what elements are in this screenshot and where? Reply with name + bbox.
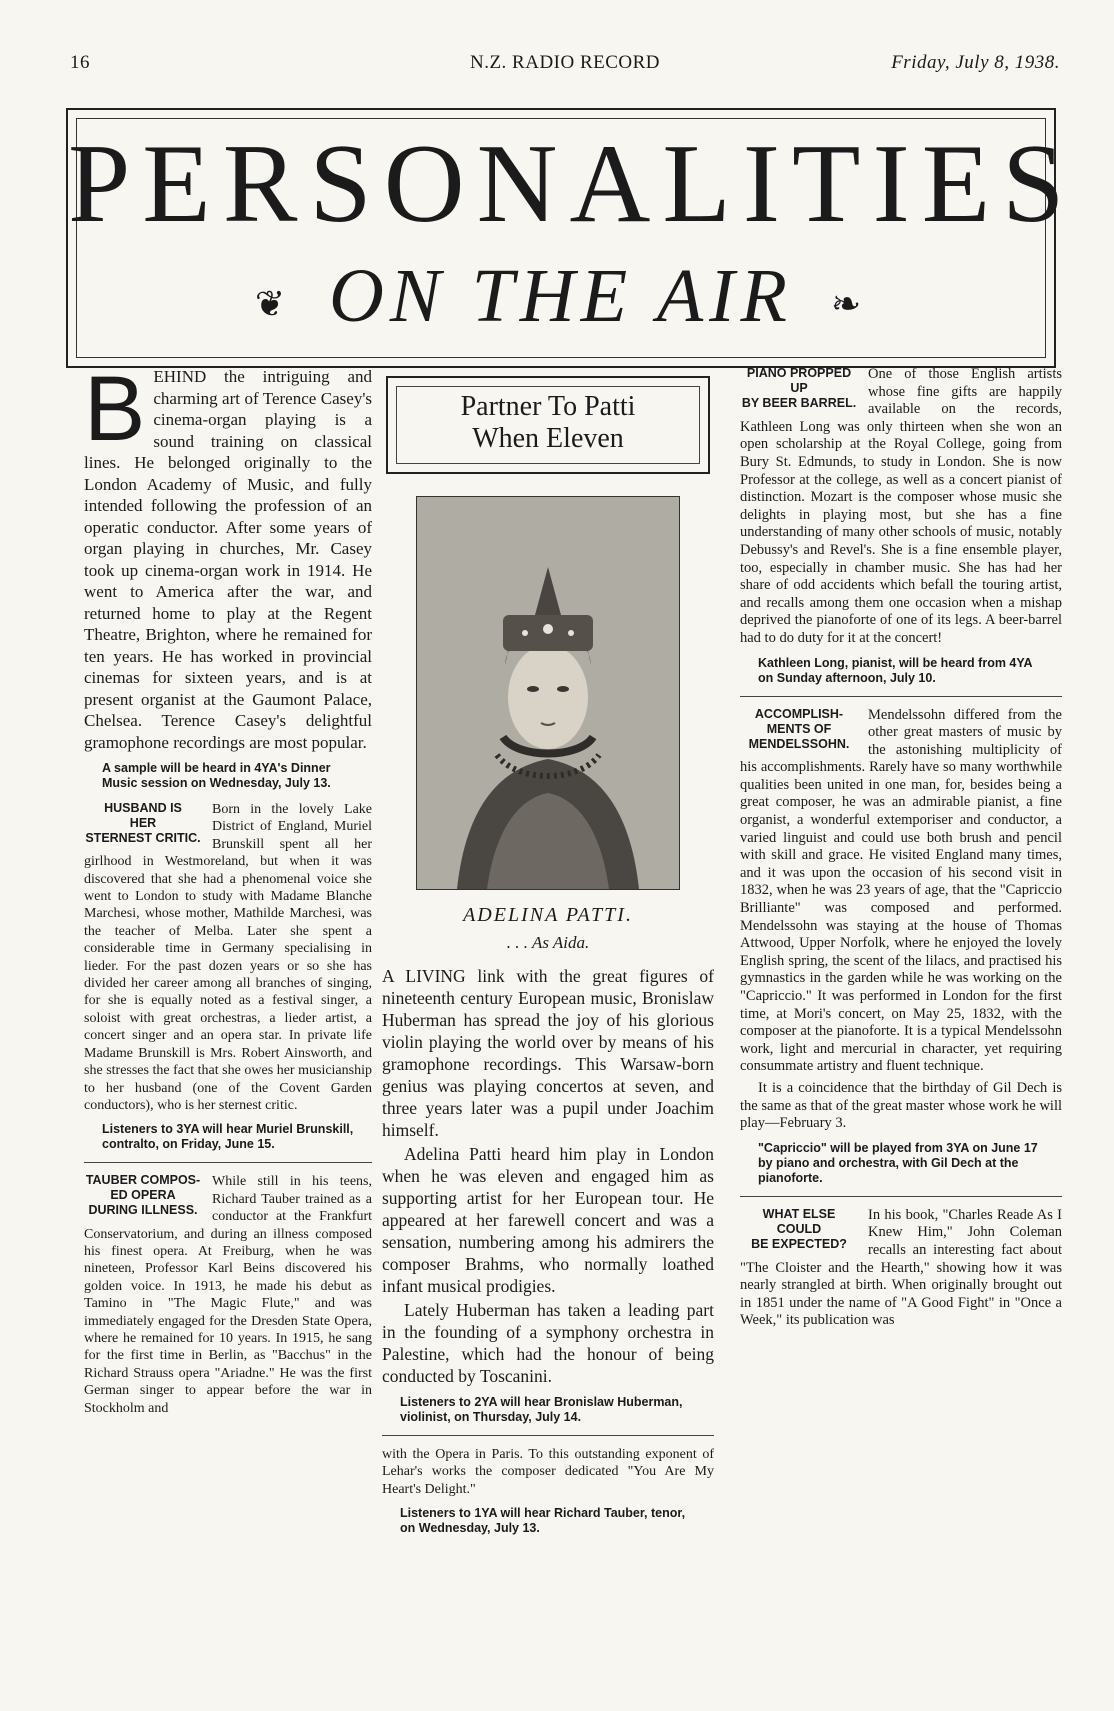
side-heading-line: HER [129, 816, 157, 830]
side-heading-line: UP [790, 381, 808, 395]
side-heading-line: DURING ILLNESS. [88, 1203, 198, 1218]
huberman-para-1: A LIVING link with the great figures of nineteenth century European music, Bronislaw Huberman has spread the joy of his glorious violin playing the world over by means of his gramophone recordings. This Warsaw-born genius was playing concertos at seven, and three years later was a pupil under Joachim himself. [382, 966, 714, 1140]
banner-title: PERSONALITIES [68, 122, 1077, 246]
photo-caption-name: ADELINA PATTI. [463, 904, 633, 926]
tauber-side-heading [84, 1173, 202, 1218]
section-banner [66, 108, 1077, 368]
banner-subtitle: ON THE AIR [329, 254, 793, 338]
long-side-heading [740, 366, 858, 411]
column-rule [740, 1196, 1062, 1197]
side-heading-line: MENDELSSOHN. [748, 736, 850, 751]
dech-broadcast-note: "Capriccio" will be played from 3YA on June 17 by piano and orchestra, with Gil Dech at the pianoforte. [758, 1140, 1038, 1185]
tauber-continuation: with the Opera in Paris. To this outstanding exponent of Lehar's works the composer dedicated "You Are My Heart's Delight." [382, 1447, 714, 1497]
casey-broadcast-note: A sample will be heard in 4YA's Dinner Music session on Wednesday, July 13. [102, 761, 331, 790]
drop-cap: B [84, 358, 146, 460]
running-head [70, 52, 1060, 82]
side-heading-line: STERNEST CRITIC. [85, 831, 201, 845]
column-2 [382, 366, 714, 1546]
side-heading-line: BY BEER BARREL. [741, 396, 857, 410]
tauber-article [84, 1173, 372, 1417]
side-heading-line: TAUBER COMPOS- [85, 1173, 201, 1188]
column-rule [740, 696, 1062, 697]
huberman-para-2: Adelina Patti heard him play in London when he was eleven and engaged him as supporting artist for her European tour. He appeared at her farewell concert and was a sensation, numbering among his admirers the composer Brahms, who normally loathed infant musical prodigies. [382, 1144, 714, 1296]
huberman-broadcast-note: Listeners to 2YA will hear Bronislaw Huberman, violinist, on Thursday, July 14. [400, 1395, 683, 1424]
tauber-text: While still in his teens, Richard Tauber trained as a conductor at the Frankfurt Conservatorium, and during an illness composed his finest opera. At Freiburg, when he was nineteen, Professor Karl Beins discovered his golden voice. In 1913, he made his debut as Tamino in "The Magic Flute," and was immediately engaged for the Dresden State Opera, where he remained for 10 years. In 1915, he sang for the first time in Berlin, as "Bacchus" in the Richard Strauss opera "Ariadne." He was the first German singer to appear before the war in Stockholm and [84, 1174, 372, 1416]
brunskill-article [84, 801, 372, 1114]
side-heading-line: HUSBAND IS [104, 801, 182, 815]
side-heading-line: WHAT ELSE [762, 1206, 836, 1221]
casey-article [84, 358, 372, 753]
reade-text: In his book, "Charles Reade As I Knew Him," John Coleman recalls an interesting fact about "The Cloister and the Hearth," showing how it was nearly strangled at birth. When originally brought out in 1851 under the name of "A Good Fight" in "Once a Week," its publication was [740, 1206, 1062, 1329]
casey-text: EHIND the intriguing and charming art of Terence Casey's cinema-organ playing is a sound training on classical lines. He belonged originally to the London Academy of Music, and fully intended following the profession of an operatic conductor. After some years of organ playing in churches, Mr. Casey took up cinema-organ work in 1914. He went to America after the war, and returned home to play at the Regent Theatre, Brighton, where he remained for ten years. He has worked in provincial cinemas for sixteen years, and is at present organist at the Gaumont Palace, Chelsea. Terence Casey's delightful gramophone recordings are most popular. [84, 367, 372, 752]
issue-date: Friday, July 8, 1938. [891, 52, 1060, 73]
column-rule [84, 1162, 372, 1163]
side-heading-line: MENTS OF [766, 721, 832, 736]
photo-caption-role: . . . As Aida. [506, 933, 590, 952]
column-1 [84, 358, 372, 1417]
side-heading-line: BE EXPECTED? [751, 1236, 847, 1251]
side-heading-line: COULD [776, 1221, 822, 1236]
reade-article [740, 1207, 1062, 1330]
long-text: One of those English artists whose fine gifts are happily available on the records, Kathleen Long was only thirteen when she won an open scholarship at the Royal College, going from Bury St. Edmunds, to study in London. She is now Professor at the college, as well as a concert pianist of distinction. Mozart is the composer whose music she delights in playing most, but she has a fine understanding of many other schools of music, notably Debussy's and Revel's. She is a fine ensemble player, too, especially in chamber music. She has had her share of odd accidents which befall the touring artist, and recalls among them one occasion when a mishap deprived the pianoforte of one of its legs. A beer-barrel had to do duty for it at the concert! [740, 366, 1062, 646]
headline-inner-frame [396, 386, 700, 464]
headline-line: Partner To Patti [460, 391, 636, 422]
mendelssohn-side-heading [740, 707, 858, 752]
kathleen-long-article [740, 366, 1062, 648]
huberman-headline-box [386, 376, 710, 474]
brunskill-side-heading [84, 801, 202, 846]
headline-line: When Eleven [472, 423, 624, 454]
portrait-illustration [417, 497, 679, 889]
mendelssohn-text: Mendelssohn differed from the other great masters of music by the astonishing multiplicity of his accomplishments. Rarely have so many worthwhile qualities been united in one man, for, besides being a great composer, he was an admirable pianist, a fine organist, a wonderful extemporiser and conductor, a varied linguist and could use both brush and pencil with skill and grace. He visited England many times, and it was upon the occasion of his second visit in 1832, when he was 23 years of age, that the "Capriccio Brilliante" was composed and performed. Mendelssohn was staying at the house of Thomas Attwood, Upper Norfolk, where he enjoyed the lovely English spring, the scent of the lilacs, and practised his gymnastics in the garden while he was working on the "Capriccio." It was performed in London for the first time, at Mori's concert, on May 25, 1832, with the composer at the pianoforte. It is a typical Mendelssohn work, light and mercurial in character, yet requiring consummate artistry and fluent technique. [740, 706, 1062, 1075]
ornament-right-icon: ❧ [830, 283, 868, 324]
long-broadcast-note: Kathleen Long, pianist, will be heard from 4YA on Sunday afternoon, July 10. [758, 655, 1033, 685]
brunskill-text: Born in the lovely Lake District of England, Muriel Brunskill spent all her girlhood in Westmoreland, but when it was discovered that she had a phenomenal voice she went to London to study with Madame Blanche Marchesi, whose mother, Mathilde Marchesi, was the teacher of Melba. Later she spent a considerable time in Germany specialising in lieder. For the past dozen years or so she has divided her career among all branches of singing, for she is equally noted as a festival singer, a soloist with great orchestras, a lieder artist, a concert singer and an opera star. In private life Madame Brunskill is Mrs. Robert Ainsworth, and she stresses the fact that she owes her musicianship to her husband (one of the Covent Garden conductors), who is her sternest critic. [84, 802, 372, 1113]
publication-name: N.Z. RADIO RECORD [469, 52, 661, 73]
side-heading-line: PIANO PROPPED [746, 366, 852, 380]
page-number: 16 [70, 52, 90, 73]
patti-photograph [416, 496, 680, 890]
mendelssohn-article [740, 707, 1062, 1076]
side-heading-line: ED OPERA [110, 1188, 176, 1203]
tauber-broadcast-note: Listeners to 1YA will hear Richard Tauber, tenor, on Wednesday, July 13. [400, 1506, 686, 1536]
huberman-para-3: Lately Huberman has taken a leading part in the founding of a symphony orchestra in Palestine, which had the honour of being conducted by Toscanini. [382, 1300, 714, 1386]
banner-subtitle-row [68, 254, 1054, 338]
ornament-left-icon: ❦ [254, 283, 292, 324]
side-heading-line: ACCOMPLISH- [754, 706, 844, 721]
column-rule [382, 1435, 714, 1436]
reade-side-heading [740, 1207, 858, 1252]
column-3 [740, 366, 1062, 1330]
brunskill-broadcast-note: Listeners to 3YA will hear Muriel Brunskill, contralto, on Friday, June 15. [102, 1122, 354, 1152]
dech-text: It is a coincidence that the birthday of Gil Dech is the same as that of the great master whose work he will play—February 3. [740, 1079, 1062, 1132]
